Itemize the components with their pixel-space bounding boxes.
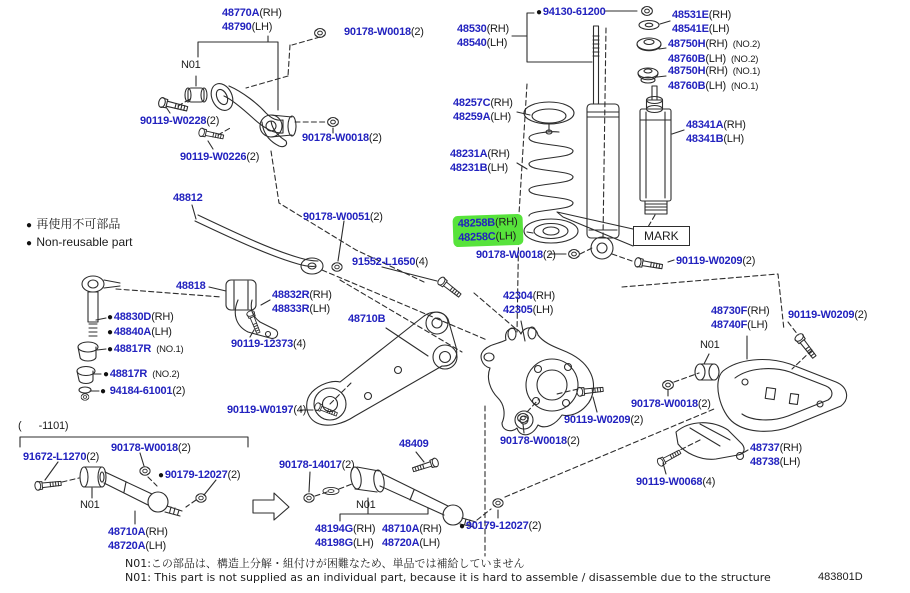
note-ref-n01-bottom-middle: N01 bbox=[356, 499, 376, 511]
coil-spring-drawing bbox=[524, 102, 578, 243]
part-label-48257c-48259a: 48257C(RH) 48259A(LH) bbox=[453, 97, 513, 123]
footnote-en: N01: This part is not supplied as an individual part, because it is hard to assemble / disassemble due to the structure bbox=[125, 571, 771, 584]
shield-drawing bbox=[676, 423, 744, 460]
part-label-90119-w0209-knuckle: 90119-W0209(2) bbox=[564, 414, 644, 426]
part-label-90119-w0209-shock: 90119-W0209(2) bbox=[676, 255, 756, 267]
mark-callout-arrow bbox=[557, 212, 633, 246]
part-label-42304-42305: 42304(RH) 42305(LH) bbox=[503, 290, 556, 316]
nut-w0051 bbox=[332, 263, 342, 272]
nut-w0018-arm bbox=[663, 381, 674, 390]
part-label-48258b-48258c-highlighted: 48258B(RH) 48258C(LH) bbox=[452, 214, 523, 247]
note-ref-n01-bottom-left: N01 bbox=[80, 499, 100, 511]
bolt-w0209-knuckle bbox=[576, 385, 603, 397]
bolt-w0209-shock bbox=[634, 257, 663, 271]
part-label-90179-12027-left: ●90179-12027(2) bbox=[158, 469, 241, 481]
part-label-48817r-no2: ●48817R (NO.2) bbox=[103, 368, 180, 380]
note-ref-n01-top-left: N01 bbox=[181, 59, 201, 71]
part-label-48194g-48198g: 48194G(RH) 48198G(LH) bbox=[315, 523, 376, 549]
part-label-48530-48540: 48530(RH) 48540(LH) bbox=[457, 23, 510, 49]
part-label-90119-w0068: 90119-W0068(4) bbox=[636, 476, 716, 488]
part-label-48770a-48790: 48770A(RH) 48790(LH) bbox=[222, 7, 282, 33]
part-label-90178-w0018-knuckle: 90178-W0018(2) bbox=[500, 435, 580, 447]
part-label-48409: 48409 bbox=[399, 438, 429, 450]
part-label-48750h-48760b-no2: 48750H(RH) (NO.2) 48760B(LH) (NO.2) bbox=[668, 38, 761, 65]
part-label-48750h-48760b-no1: 48750H(RH) (NO.1) 48760B(LH) (NO.1) bbox=[668, 65, 761, 92]
part-label-90119-w0197: 90119-W0197(4) bbox=[227, 404, 307, 416]
part-label-90119-12373: 90119-12373(4) bbox=[231, 338, 306, 350]
part-label-91552-l1650: 91552-L1650(4) bbox=[352, 256, 429, 268]
part-label-48710b: 48710B bbox=[348, 313, 386, 325]
part-label-90178-w0018-spring: 90178-W0018(2) bbox=[476, 249, 556, 261]
trailing-arm-drawing bbox=[307, 312, 457, 425]
diagram-id: 483801D bbox=[818, 571, 863, 583]
part-label-90119-w0209-right: 90119-W0209(2) bbox=[788, 309, 868, 321]
mark-callout-box: MARK bbox=[633, 226, 690, 246]
part-label-90119-w0228: 90119-W0228(2) bbox=[140, 115, 220, 127]
non-reusable-legend: ● 再使用不可部品 ● Non-reusable part bbox=[26, 217, 133, 249]
part-label-90178-w0051: 90178-W0051(2) bbox=[303, 211, 383, 223]
part-label-94184-61001: ● 94184-61001(2) bbox=[100, 385, 186, 397]
nut-w0018-knuckle bbox=[518, 414, 529, 423]
strut-mount-hardware bbox=[637, 7, 661, 84]
part-label-94130-61200: ●94130-61200 bbox=[536, 6, 606, 18]
nut-w0018-spring bbox=[569, 250, 580, 259]
part-label-48710a-48720a-middle: 48710A(RH) 48720A(LH) bbox=[382, 523, 442, 549]
part-label-48812: 48812 bbox=[173, 192, 203, 204]
part-label-90178-w0018-arm-right: 90178-W0018(2) bbox=[631, 398, 711, 410]
part-label-90179-12027-middle: ●90179-12027(2) bbox=[459, 520, 542, 532]
part-label-48730f-48740f: 48730F(RH) 48740F(LH) bbox=[711, 305, 770, 331]
part-label-48341a-48341b: 48341A(RH) 48341B(LH) bbox=[686, 119, 746, 145]
shock-dust-cover-drawing bbox=[640, 86, 671, 214]
part-label-48710a-48720a-left: 48710A(RH) 48720A(LH) bbox=[108, 526, 168, 552]
part-label-90178-w0018-arm: 90178-W0018(2) bbox=[302, 132, 382, 144]
bolt-91552 bbox=[436, 276, 462, 299]
part-label-48832r-48833r: 48832R(RH) 48833R(LH) bbox=[272, 289, 332, 315]
part-label-48830d-48840a: ●48830D(RH) ●48840A(LH) bbox=[107, 311, 174, 338]
footnote-jp: N01:この部品は、構造上分解・組付けが困難なため、単品では補給していません bbox=[125, 557, 525, 570]
part-label-90178-w0018-top: 90178-W0018(2) bbox=[344, 26, 424, 38]
applicability-range: ( -1101) bbox=[18, 420, 69, 432]
part-label-48531e-48541e: 48531E(RH) 48541E(LH) bbox=[672, 9, 732, 35]
stabilizer-bar-drawing bbox=[195, 215, 323, 338]
part-label-91672-l1270: 91672-L1270(2) bbox=[23, 451, 100, 463]
note-ref-n01-right: N01 bbox=[700, 339, 720, 351]
part-label-90119-w0226: 90119-W0226(2) bbox=[180, 151, 260, 163]
bolt-w0068 bbox=[656, 448, 682, 467]
part-label-90178-w0018-bottom-left: 90178-W0018(2) bbox=[111, 442, 191, 454]
part-label-48737-48738: 48737(RH) 48738(LH) bbox=[750, 442, 803, 468]
part-label-48231a-48231b: 48231A(RH) 48231B(LH) bbox=[450, 148, 510, 174]
shock-absorber-drawing bbox=[587, 26, 619, 259]
part-label-90178-14017: 90178-14017(2) bbox=[279, 459, 355, 471]
part-label-48818: 48818 bbox=[176, 280, 206, 292]
part-label-48817r-no1: ●48817R (NO.1) bbox=[107, 343, 184, 355]
lower-bracket-drawing bbox=[695, 360, 847, 432]
